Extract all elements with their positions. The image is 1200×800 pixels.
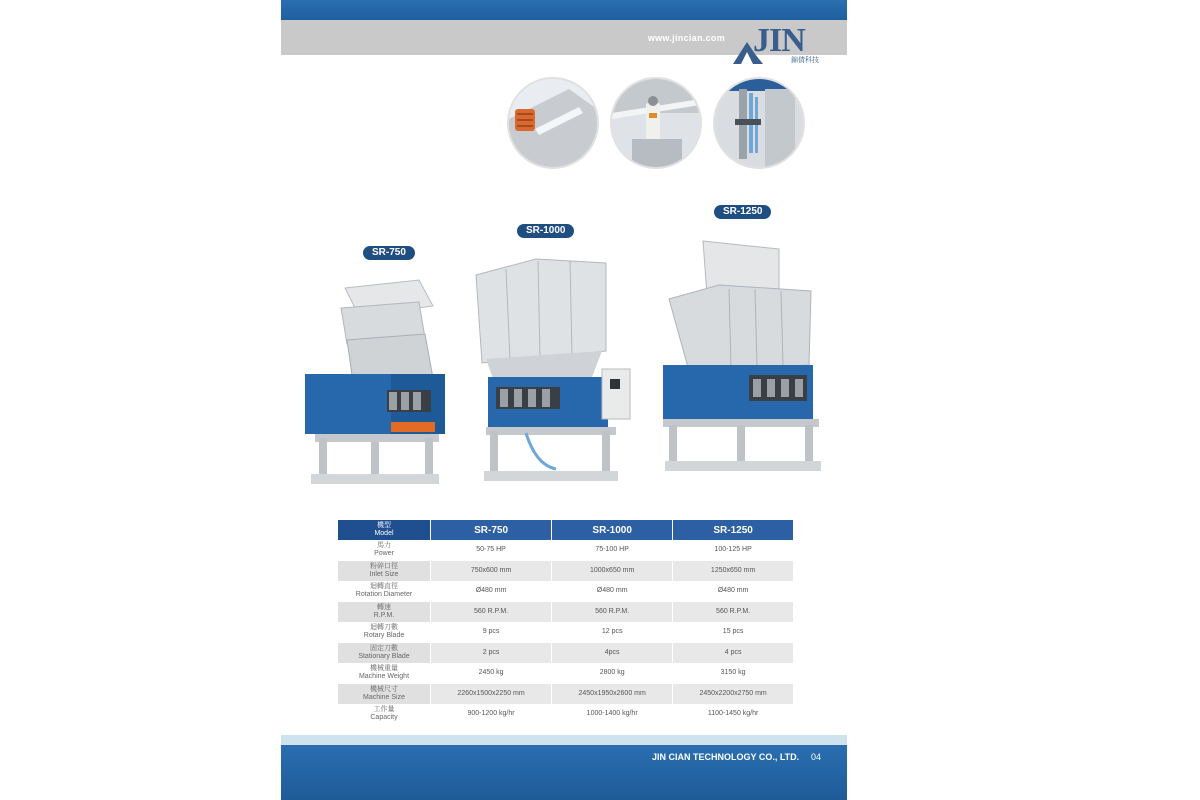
model-badge-sr750: SR-750 [363,246,415,260]
table-cell: 1000-1400 kg/hr [552,704,673,725]
table-row [338,602,794,623]
table-cell: 1250x650 mm [673,561,793,582]
page-number: 04 [811,752,822,762]
table-cell: Ø480 mm [673,581,793,602]
table-cell: 1100-1450 kg/hr [673,704,793,725]
spec-table-header [338,520,794,540]
model-badge-sr1250: SR-1250 [714,205,771,219]
table-cell: 560 R.P.M. [552,602,673,623]
table-cell: 2450x1950x2600 mm [552,684,673,705]
table-row [338,663,794,684]
jin-logo [733,20,825,64]
detail-image-switch [610,77,702,169]
table-cell: 100-125 HP [673,540,793,561]
table-row [338,561,794,582]
row-label: 粉碎口徑 Inlet Size [338,561,431,582]
row-label: 機械尺寸 Machine Size [338,684,431,705]
table-cell: 2260x1500x2250 mm [431,684,552,705]
table-cell: 4pcs [552,643,673,664]
row-label: 機械重量 Machine Weight [338,663,431,684]
row-label: 轉速 R.P.M. [338,602,431,623]
brochure-page [281,0,847,800]
column-header: SR-1000 [552,520,673,540]
blade-closeup-image [509,79,597,167]
logo-subtitle: 錦倩科技 [791,57,819,64]
table-row [338,622,794,643]
top-blue-band [281,0,847,20]
table-cell: 15 pcs [673,622,793,643]
row-label: 迴轉刀數 Rotary Blade [338,622,431,643]
table-cell: 2450 kg [431,663,552,684]
table-cell: 3150 kg [673,663,793,684]
table-cell: Ø480 mm [552,581,673,602]
table-row [338,684,794,705]
table-cell: Ø480 mm [431,581,552,602]
table-row [338,540,794,561]
table-cell: 750x600 mm [431,561,552,582]
table-cell: 1000x650 mm [552,561,673,582]
detail-image-hydraulic [713,77,805,169]
table-cell: 2 pcs [431,643,552,664]
row-label: 固定刀數 Stationary Blade [338,643,431,664]
detail-image-blade [507,77,599,169]
table-cell: 900-1200 kg/hr [431,704,552,725]
table-cell: 75-100 HP [552,540,673,561]
column-header: SR-1250 [673,520,793,540]
logo-text: JIN [753,22,805,59]
spec-table [337,520,793,725]
table-cell: 50-75 HP [431,540,552,561]
table-cell: 4 pcs [673,643,793,664]
hydraulic-closeup-image [715,79,803,167]
table-cell: 9 pcs [431,622,552,643]
row-label: 工作量 Capacity [338,704,431,725]
machine-image-sr750 [301,278,451,488]
row-label: 馬力 Power [338,540,431,561]
table-row [338,581,794,602]
footer-light-band [281,735,847,745]
column-header: SR-750 [431,520,552,540]
model-badge-sr1000: SR-1000 [517,224,574,238]
machine-image-sr1250 [659,235,829,480]
company-name: JIN CIAN TECHNOLOGY CO., LTD. [652,752,800,762]
table-cell: 2800 kg [552,663,673,684]
website-url[interactable]: www.jincian.com [647,33,725,43]
table-cell: 2450x2200x2750 mm [673,684,793,705]
table-cell: 560 R.P.M. [673,602,793,623]
table-row [338,704,794,725]
row-label: 迴轉直徑 Rotation Diameter [338,581,431,602]
table-cell: 560 R.P.M. [431,602,552,623]
header-model-cell: 機型 Model [338,520,431,540]
switch-closeup-image [612,79,700,167]
machine-image-sr1000 [466,255,636,490]
table-cell: 12 pcs [552,622,673,643]
table-row [338,643,794,664]
